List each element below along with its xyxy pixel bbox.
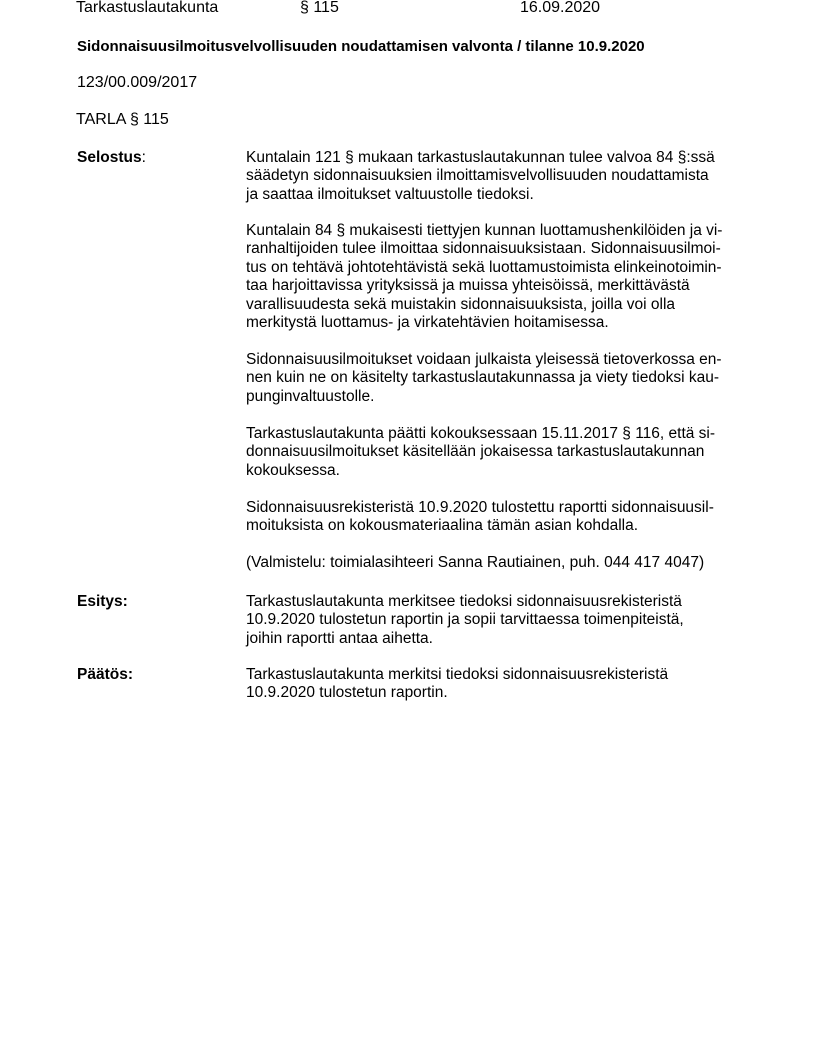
text-line: moituksista on kokousmateriaalina tämän asian kohdalla.	[246, 517, 639, 535]
selostus-label	[77, 149, 146, 167]
text-line: donnaisuusilmoitukset käsitellään jokaisessa tarkastuslautakunnan	[246, 443, 705, 461]
text-line: ja saattaa ilmoitukset valtuustolle tiedoksi.	[246, 185, 534, 203]
selostus-preparer-note	[246, 554, 746, 572]
document-title: Sidonnaisuusilmoitusvelvollisuuden noudattamisen valvonta / tilanne 10.9.2020	[77, 38, 645, 55]
diary-number: 123/00.009/2017	[77, 74, 198, 91]
text-line: taa harjoittavissa yrityksissä ja muissa yhteisöissä, merkittävästä	[246, 277, 690, 295]
text-line: Kuntalain 121 § mukaan tarkastuslautakunnan tulee valvoa 84 §:ssä	[246, 149, 715, 166]
selostus-paragraph-2	[246, 222, 746, 332]
tarla-reference: TARLA § 115	[76, 111, 169, 128]
paatos-label	[77, 666, 133, 684]
page-header	[76, 0, 776, 20]
text-line: merkitystä luottamus- ja virkatehtävien hoitamisessa.	[246, 314, 609, 332]
selostus-paragraph-5	[246, 499, 746, 536]
esitys-label-text: Esitys:	[77, 593, 128, 610]
header-committee: Tarkastuslautakunta	[76, 0, 219, 16]
header-section-number: § 115	[300, 0, 339, 16]
esitys-label	[77, 593, 128, 611]
text-line: Sidonnaisuusrekisteristä 10.9.2020 tulostettu raportti sidonnaisuusil-	[246, 499, 714, 516]
text-line: 10.9.2020 tulostetun raportin.	[246, 684, 448, 702]
text-line: tus on tehtävä johtotehtävistä sekä luottamustoimista elinkeinotoimin-	[246, 258, 722, 276]
text-line: Tarkastuslautakunta merkitsee tiedoksi sidonnaisuusrekisteristä	[246, 593, 682, 610]
selostus-paragraph-4	[246, 425, 746, 480]
text-line: nen kuin ne on käsitelty tarkastuslautakunnassa ja viety tiedoksi kau-	[246, 369, 720, 387]
text-line: ranhaltijoiden tulee ilmoittaa sidonnaisuuksistaan. Sidonnaisuusilmoi-	[246, 240, 721, 258]
header-date: 16.09.2020	[520, 0, 601, 16]
text-line: säädetyn sidonnaisuuksien ilmoittamisvelvollisuuden noudattamista	[246, 167, 709, 185]
paatos-label-text: Päätös:	[77, 666, 133, 683]
text-line: 10.9.2020 tulostetun raportin ja sopii tarvittaessa toimenpiteistä,	[246, 611, 684, 629]
text-line: Kuntalain 84 § mukaisesti tiettyjen kunnan luottamushenkilöiden ja vi-	[246, 222, 723, 239]
selostus-paragraph-3	[246, 351, 746, 406]
selostus-label-colon: :	[141, 149, 146, 166]
text-line: (Valmistelu: toimialasihteeri Sanna Rautiainen, puh. 044 417 4047)	[246, 554, 705, 571]
esitys-text	[246, 593, 746, 648]
text-line: varallisuudesta sekä muistakin sidonnaisuuksista, joilla voi olla	[246, 295, 676, 313]
text-line: Sidonnaisuusilmoitukset voidaan julkaista yleisessä tietoverkossa en-	[246, 351, 722, 368]
text-line: Tarkastuslautakunta päätti kokouksessaan 15.11.2017 § 116, että si-	[246, 425, 716, 442]
text-line: Tarkastuslautakunta merkitsi tiedoksi sidonnaisuusrekisteristä	[246, 666, 669, 683]
text-line: punginvaltuustolle.	[246, 387, 375, 405]
selostus-paragraph-1	[246, 149, 746, 204]
text-line: joihin raportti antaa aihetta.	[246, 629, 433, 647]
paatos-text	[246, 666, 746, 703]
selostus-label-text: Selostus	[77, 149, 142, 166]
text-line: kokouksessa.	[246, 461, 340, 479]
